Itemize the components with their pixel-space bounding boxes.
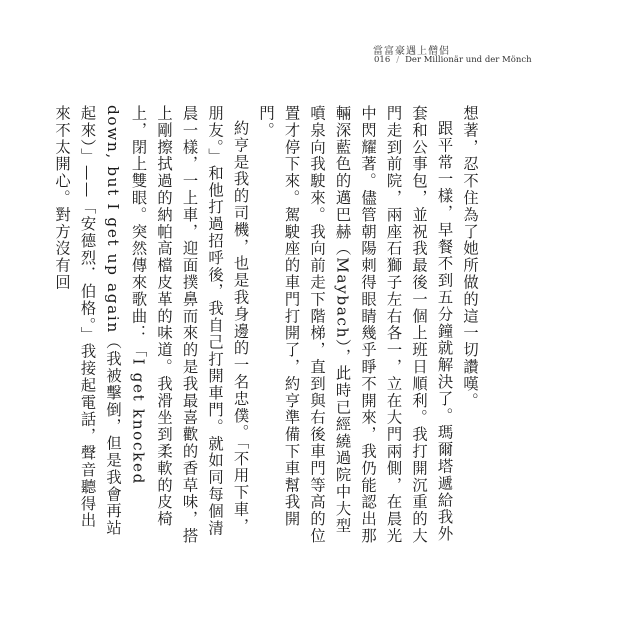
body-text <box>53 105 482 545</box>
running-title: 當富豪遇上僧侶 <box>373 46 450 57</box>
original-title: Der Millionär und der Mönch <box>405 55 532 65</box>
paragraph-2: 跟平常一樣，早餐不到五分鐘就解決了。瑪爾塔遞給我外套和公事包，並祝我最後一個上班日順利。我打開沉重的大門走到前院，兩座石獅子左右各一，立在大門兩側，在晨光中閃耀著。儘管朝陽刺得眼睛幾乎睜不開來，我仍能認出那輛深藍色的邁巴赫（Maybach），此時已經繞過院中大型噴泉向我駛來。我向前走下階梯，直到與右後車門等高的位置才停下來。駕駛座的車門打開了，約亨準備下車幫我開門。 <box>257 105 454 545</box>
separator-slash: / <box>396 55 400 65</box>
page-header <box>374 55 532 65</box>
paragraph-3: 約亨是我的司機，也是我身邊的一名忠僕。「不用下車，朋友。」和他打過招呼後，我自己打開車門。就如同每個清晨一樣，一上車，迎面撲鼻而來的是我最喜歡的香草味，搭上剛擦拭過的納帕高檔皮革的味道。我滑坐到柔軟的皮椅上，閉上雙眼。突然傳來歌曲：「I get knocked down, but I get up again（我被擊倒，但是我會再站起來）」——「安德烈．伯格。」我接起電話，聲音聽得出來不太開心。對方沒有回 <box>53 105 250 545</box>
paragraph-1: 想著，忍不住為了她所做的這一切讚嘆。 <box>461 105 479 410</box>
page-number: 016 <box>374 55 391 65</box>
